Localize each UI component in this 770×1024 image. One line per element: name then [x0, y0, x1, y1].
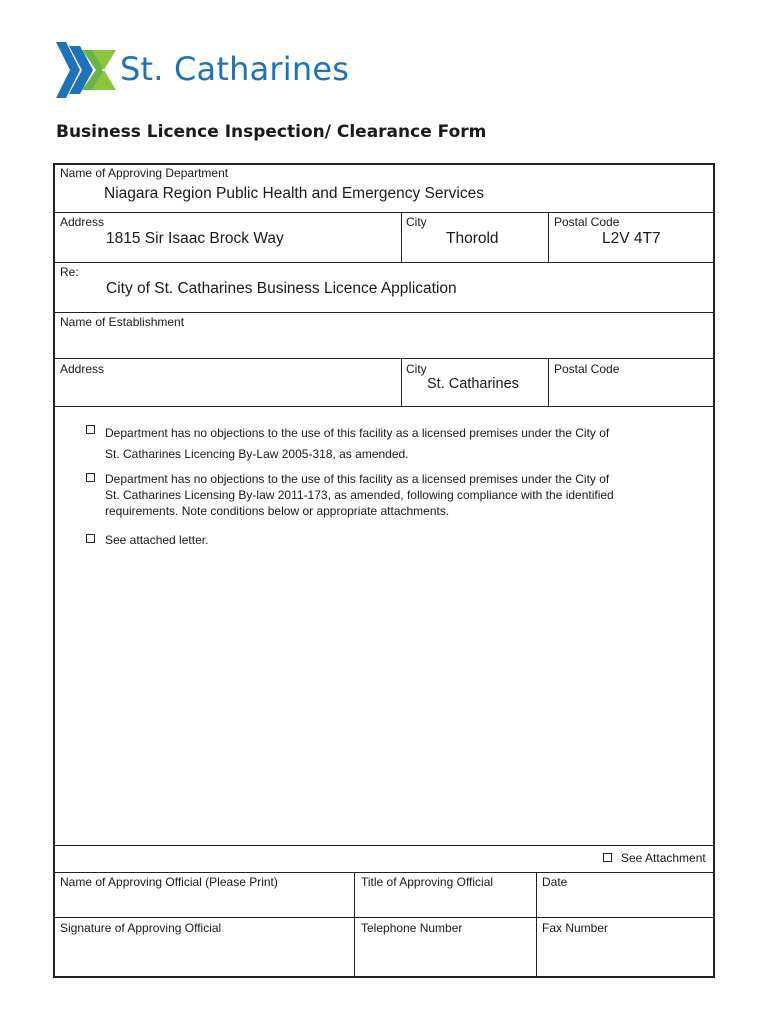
divider — [54, 406, 715, 407]
divider — [536, 872, 537, 977]
fax-label: Fax Number — [542, 921, 609, 935]
date-label: Date — [542, 875, 568, 889]
official-name-label: Name of Approving Official (Please Print) — [60, 875, 278, 889]
est-address-label: Address — [60, 362, 105, 376]
dept-postal-label: Postal Code — [554, 215, 620, 229]
divider — [54, 845, 715, 846]
re-field[interactable]: City of St. Catharines Business Licence Application — [106, 280, 457, 297]
divider — [54, 312, 715, 313]
approving-department-label: Name of Approving Department — [60, 166, 229, 180]
option-2-checkbox[interactable] — [86, 473, 95, 482]
divider — [54, 262, 715, 263]
official-title-label: Title of Approving Official — [361, 875, 494, 889]
divider — [354, 872, 355, 977]
chevron-logo-icon — [52, 40, 118, 102]
dept-postal-field[interactable]: L2V 4T7 — [602, 230, 661, 247]
st-catharines-logo — [52, 40, 352, 104]
divider — [401, 212, 402, 262]
est-postal-label: Postal Code — [554, 362, 620, 376]
dept-address-label: Address — [60, 215, 105, 229]
see-attachment-label: See Attachment — [621, 851, 706, 865]
divider — [548, 212, 549, 262]
est-city-label: City — [406, 362, 427, 376]
option-1-text: Department has no objections to the use of this facility as a licensed premises under the City of St. Catharines Licencing By-Law 2005-318, as amended. — [105, 426, 610, 461]
option-3-checkbox[interactable] — [86, 534, 95, 543]
approving-department-field[interactable]: Niagara Region Public Health and Emergency Services — [104, 185, 484, 202]
divider — [54, 358, 715, 359]
est-city-field[interactable]: St. Catharines — [427, 376, 519, 392]
divider — [54, 917, 715, 918]
re-label: Re: — [60, 265, 79, 279]
option-1-checkbox[interactable] — [86, 425, 95, 434]
see-attachment-checkbox[interactable] — [603, 853, 612, 862]
logo-text: St. Catharines — [120, 50, 350, 88]
dept-city-field[interactable]: Thorold — [446, 230, 499, 247]
form-title: Business Licence Inspection/ Clearance Form — [56, 122, 487, 142]
divider — [54, 872, 715, 873]
divider — [401, 358, 402, 406]
dept-address-field[interactable]: 1815 Sir Isaac Brock Way — [106, 230, 284, 247]
dept-city-label: City — [406, 215, 427, 229]
option-2-text: Department has no objections to the use of this facility as a licensed premises under the City of St. Catharines Licensing By-law 2011-173, as amended, following compliance with the identified requirements. Note conditions below or appropriate attachments. — [105, 472, 614, 518]
telephone-label: Telephone Number — [361, 921, 463, 935]
divider — [54, 212, 715, 213]
establishment-label: Name of Establishment — [60, 315, 185, 329]
signature-label: Signature of Approving Official — [60, 921, 222, 935]
option-3-text: See attached letter. — [105, 533, 209, 547]
divider — [548, 358, 549, 406]
